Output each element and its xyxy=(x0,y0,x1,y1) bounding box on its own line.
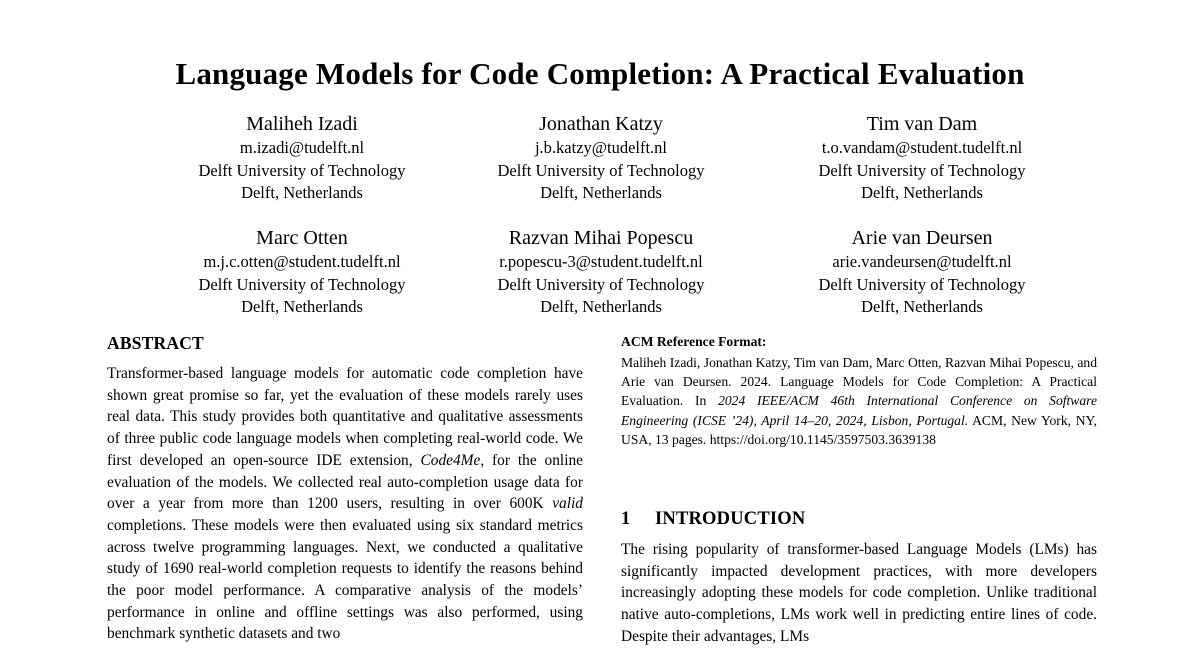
author-name: Maliheh Izadi xyxy=(246,113,358,135)
author-email: m.izadi@tudelft.nl xyxy=(239,138,365,157)
author-block-3 xyxy=(752,112,1092,205)
author-location: Delft, Netherlands xyxy=(241,297,363,316)
author-affiliation: Delft University of Technology xyxy=(198,160,406,180)
author-affiliation: Delft University of Technology xyxy=(818,274,1026,294)
acm-reference-heading: ACM Reference Format: xyxy=(621,334,767,349)
author-email: t.o.vandam@student.tudelft.nl xyxy=(821,138,1023,157)
author-affiliation: Delft University of Technology xyxy=(497,274,705,294)
introduction-text: The rising popularity of transformer-based Language Models (LMs) has significantly impacted development practices, with more developers increasingly adopting these models for code completion. Unlike traditional native auto-completions, LMs work well in predicting entire lines of code. Despite their advantages, LMs xyxy=(621,541,1097,645)
author-email: m.j.c.otten@student.tudelft.nl xyxy=(203,252,401,271)
author-block-1 xyxy=(132,112,472,205)
abstract-emphasis-code4me: Code4Me xyxy=(420,451,481,469)
author-name: Jonathan Katzy xyxy=(539,113,663,135)
abstract-heading: ABSTRACT xyxy=(107,333,204,353)
author-affiliation: Delft University of Technology xyxy=(497,160,705,180)
author-email: r.popescu-3@student.tudelft.nl xyxy=(499,252,703,271)
abstract-segment: Transformer-based language models for automatic code completion have shown great promise so far, yet the evaluation of these models rarely uses real data. This study provides both quantitative and qualitative assessments of three public code language models when completing real-world code. We first developed an open-source IDE extension, xyxy=(107,365,583,469)
author-email: j.b.katzy@tudelft.nl xyxy=(534,138,668,157)
acm-reference-segment: ACM, New York, NY, USA, 13 pages. https://doi.org/10.1145/3597503.3639138 xyxy=(621,412,1097,447)
paper-title: Language Models for Code Completion: A Practical Evaluation xyxy=(175,56,1025,91)
author-location: Delft, Netherlands xyxy=(861,183,983,202)
author-block-5 xyxy=(431,226,771,319)
section-title: INTRODUCTION xyxy=(655,509,806,530)
acm-reference-text xyxy=(621,353,1097,449)
section-number: 1 xyxy=(621,509,631,530)
author-name: Marc Otten xyxy=(256,227,348,249)
abstract-segment: completions. These models were then evaluated using six standard metrics across twelve programming languages. Next, we conducted a qualitative study of 1690 real-world completion requests to identify the reasons behind the poor model performance. A comparative analysis of the models’ performance in online and offline settings was also performed, using benchmark synthetic datasets and two xyxy=(107,516,583,643)
author-name: Arie van Deursen xyxy=(851,227,993,249)
right-column xyxy=(621,333,1097,648)
author-block-6 xyxy=(752,226,1092,319)
author-location: Delft, Netherlands xyxy=(861,297,983,316)
author-location: Delft, Netherlands xyxy=(241,183,363,202)
author-name: Razvan Mihai Popescu xyxy=(508,227,694,249)
author-affiliation: Delft University of Technology xyxy=(818,160,1026,180)
author-block-2 xyxy=(431,112,771,205)
author-email: arie.vandeursen@tudelft.nl xyxy=(832,252,1012,271)
acm-reference-segment: Maliheh Izadi, Jonathan Katzy, Tim van Dam, Marc Otten, Razvan Mihai Popescu, and Arie van Deursen. 2024. Language Models for Code Completion: A Practical Evaluation. In xyxy=(621,355,1097,409)
abstract-text xyxy=(107,363,583,645)
author-name: Tim van Dam xyxy=(866,113,978,135)
abstract-segment: , for the online evaluation of the models. We collected real auto-completion usage data for over a year from more than 1200 users, resulting in over 600K xyxy=(107,451,584,513)
abstract-emphasis-valid: valid xyxy=(552,495,583,513)
abstract-section xyxy=(107,333,583,645)
author-affiliation: Delft University of Technology xyxy=(198,274,406,294)
author-location: Delft, Netherlands xyxy=(540,183,662,202)
author-location: Delft, Netherlands xyxy=(540,297,662,316)
acm-reference-venue: 2024 IEEE/ACM 46th International Conference on Software Engineering (ICSE ’24), April 14–20, 2024, Lisbon, Portugal. xyxy=(621,393,1097,428)
author-block-4 xyxy=(132,226,472,319)
introduction-heading xyxy=(621,509,1097,530)
